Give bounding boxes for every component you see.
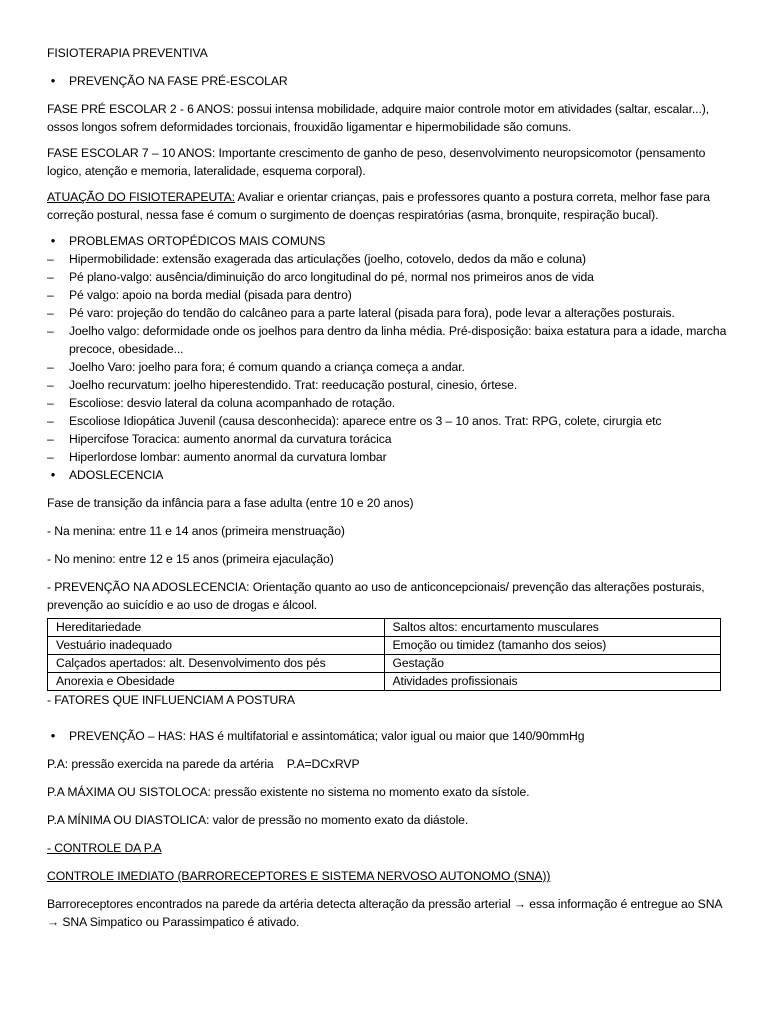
section-heading-text: ADOSLECENCIA (69, 468, 164, 482)
section-heading-text: PROBLEMAS ORTOPÉDICOS MAIS COMUNS (69, 234, 326, 248)
atuacao-text: Avaliar e orientar crianças, pais e professores quanto a postura correta, melhor fase para correção postural, nessa fase é comum o surgimento de doenças respiratórias (asma, bronquite, respiração bucal). (47, 190, 710, 222)
paragraph-adolescencia-def: Fase de transição da infância para a fase adulta (entre 10 e 20 anos) (47, 496, 414, 510)
list-item: – Hipermobilidade: extensão exagerada das articulações (joelho, cotovelo, dedos da mão e coluna) (47, 252, 587, 266)
list-item: – Joelho recurvatum: joelho hiperestendido. Trat: reeducação postural, cinesio, órtese. (47, 378, 518, 392)
table-cell: Calçados apertados: alt. Desenvolvimento dos pés (48, 655, 385, 673)
table-row (48, 673, 721, 691)
controle-pa-prefix: - (47, 841, 51, 855)
dash-marker: – (47, 324, 54, 338)
list-item: – Pé valgo: apoio na borda medial (pisada para dentro) (47, 288, 352, 302)
paragraph-pa-max: P.A MÁXIMA OU SISTOLOCA: pressão existente no sistema no momento exato da sístole. (47, 785, 530, 799)
table-cell: Emoção ou timidez (tamanho dos seios) (384, 637, 721, 655)
list-item: – Joelho Varo: joelho para fora; é comum quando a criança começa a andar. (47, 360, 465, 374)
has-text: HAS é multifatorial e assintomática; valor igual ou maior que 140/90mmHg (185, 729, 585, 743)
paragraph-escolar: FASE ESCOLAR 7 – 10 ANOS: Importante crescimento de ganho de peso, desenvolvimento neuropsicomotor (pensamento logico, atenção e memoria, lateralidade, esquema corporal). (47, 146, 706, 178)
section-heading-text: PREVENÇÃO NA FASE PRÉ-ESCOLAR (69, 74, 288, 88)
list-item: – Escoliose: desvio lateral da coluna acompanhado de rotação. (47, 396, 396, 410)
paragraph-menina: - Na menina: entre 11 e 14 anos (primeira menstruação) (47, 524, 345, 538)
list-item: – Hipercifose Toracica: aumento anormal da curvatura torácica (47, 432, 392, 446)
section-heading-problemas (47, 232, 727, 250)
atuacao-label: ATUAÇÃO DO FISIOTERAPEUTA: (47, 190, 235, 204)
list-item: – Pé plano-valgo: ausência/diminuição do arco longitudinal do pé, normal nos primeiros anos de vida (47, 270, 594, 284)
paragraph-prevencao-adolescencia: - PREVENÇÃO NA ADOSLECENCIA: Orientação quanto ao uso de anticoncepcionais/ prevenção das alterações posturais, prevenção ao suicídio e ao uso de drogas e álcool. (47, 580, 705, 612)
paragraph-pre-escolar: FASE PRÉ ESCOLAR 2 - 6 ANOS: possui intensa mobilidade, adquire maior controle motor em atividades (saltar, escalar...), ossos longos sofrem deformidades torcionais, frouxidão ligamentar e hipermobilidade são comuns. (47, 102, 710, 134)
paragraph-pa-def: P.A: pressão exercida na parede da artéria P.A=DCxRVP (47, 757, 360, 771)
list-item: – Escoliose Idiopática Juvenil (causa desconhecida): aparece entre os 3 – 10 anos. Trat: RPG, colete, cirurgia etc (47, 414, 662, 428)
section-heading-adolescencia (47, 466, 727, 484)
dash-marker: – (47, 288, 54, 302)
dash-marker: – (47, 396, 54, 410)
list-item: – Pé varo: projeção do tendão do calcâneo para a parte lateral (pisada para fora), pode levar a alterações posturais. (47, 306, 675, 320)
document-title: FISIOTERAPIA PREVENTIVA (47, 46, 208, 60)
table-cell: Atividades profissionais (384, 673, 721, 691)
section-heading-pre-escolar (47, 72, 727, 90)
table-cell: Hereditariedade (48, 619, 385, 637)
fatores-table (47, 618, 721, 691)
table-cell: Saltos altos: encurtamento musculares (384, 619, 721, 637)
table-cell: Anorexia e Obesidade (48, 673, 385, 691)
paragraph-menino: - No menino: entre 12 e 15 anos (primeira ejaculação) (47, 552, 334, 566)
dash-marker: – (47, 450, 54, 464)
dash-marker: – (47, 378, 54, 392)
paragraph-atuacao (47, 188, 727, 224)
controle-pa-text: CONTROLE DA P.A (50, 841, 162, 855)
paragraph-barroreceptores: Barroreceptores encontrados na parede da artéria detecta alteração da pressão arterial → essa informação é entregue ao SNA → SNA Simpatico ou Parassimpatico é ativado. (47, 897, 722, 929)
table-row (48, 655, 721, 673)
table-cell: Vestuário inadequado (48, 637, 385, 655)
dash-marker: – (47, 432, 54, 446)
dash-marker: – (47, 306, 54, 320)
bullet-icon: • (50, 467, 56, 482)
document-page (47, 38, 727, 931)
paragraph-pa-min: P.A MÍNIMA OU DIASTOLICA: valor de pressão no momento exato da diástole. (47, 813, 469, 827)
table-row (48, 637, 721, 655)
table-cell: Gestação (384, 655, 721, 673)
table-row (48, 619, 721, 637)
list-item: – Hiperlordose lombar: aumento anormal da curvatura lombar (47, 450, 387, 464)
dash-marker: – (47, 252, 54, 266)
bullet-icon: • (50, 73, 56, 88)
heading-controle-imediato: CONTROLE IMEDIATO (BARRORECEPTORES E SISTEMA NERVOSO AUTONOMO (SNA)) (47, 869, 551, 883)
fatores-caption: - FATORES QUE INFLUENCIAM A POSTURA (47, 693, 295, 707)
bullet-icon: • (50, 728, 56, 743)
problemas-list (47, 250, 727, 466)
heading-controle-pa (47, 839, 727, 857)
has-label: PREVENÇÃO – HAS: (69, 729, 186, 743)
bullet-icon: • (50, 233, 56, 248)
section-heading-has (47, 727, 727, 745)
dash-marker: – (47, 270, 54, 284)
dash-marker: – (47, 414, 54, 428)
dash-marker: – (47, 360, 54, 374)
list-item: – Joelho valgo: deformidade onde os joelhos para dentro da linha média. Pré-disposição: baixa estatura para a idade, marcha precoce, obesidade... (47, 324, 727, 356)
